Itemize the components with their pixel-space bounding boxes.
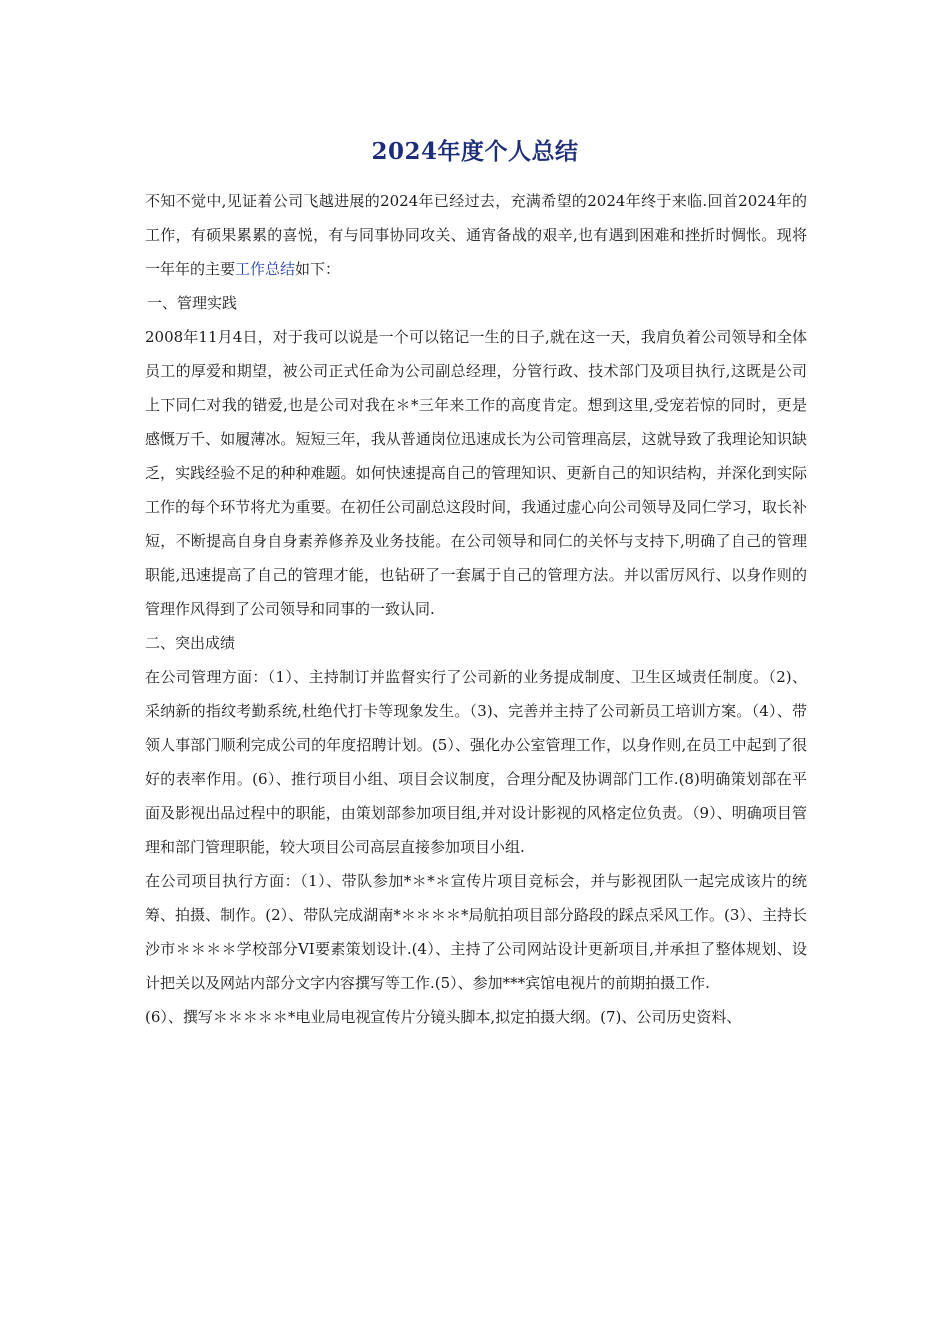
intro-paragraph <box>145 184 807 286</box>
page-title: 2024年度个人总结 <box>371 138 579 165</box>
continuation-paragraph: (6）、撰写＊＊＊＊＊*电业局电视宣传片分镜头脚本,拟定拍摄大纲。(7)、公司历史资料、 <box>145 1008 742 1026</box>
section-heading-achievements: 二、突出成绩 <box>145 634 236 652</box>
project-execution-paragraph: 在公司项目执行方面：（1）、带队参加*＊*＊宣传片项目竞标会，并与影视团队一起完成该片的统筹、拍摄、制作。(2）、带队完成湖南*＊＊＊＊*局航拍项目部分路段的踩点采风工作。(3）、主持长沙市＊＊＊＊学校部分VI要素策划设计.(4）、主持了公司网站设计更新项目,并承担了整体规划、设计把关以及网站内部分文字内容撰写等工作.(5）、参加***宾馆电视片的前期拍摄工作. <box>145 872 807 992</box>
document-body <box>145 184 807 1034</box>
section-heading-management-practice: 一、管理实践 <box>147 294 238 312</box>
intro-text-end: 如下： <box>295 260 341 278</box>
intro-text: 不知不觉中,见证着公司飞越进展的2024年已经过去，充满希望的2024年终于来临.回首2024年的工作，有硕果累累的喜悦，有与同事协同攻关、通宵备战的艰辛,也有遇到困难和挫折时惆怅。现将一年年的主要 <box>145 192 807 278</box>
management-practice-paragraph: 2008年11月4日，对于我可以说是一个可以铭记一生的日子,就在这一天，我肩负着公司领导和全体员工的厚爱和期望，被公司正式任命为公司副总经理，分管行政、技术部门及项目执行,这既是公司上下同仁对我的错爱,也是公司对我在＊*三年来工作的高度肯定。想到这里,受宠若惊的同时，更是感慨万千、如履薄冰。短短三年，我从普通岗位迅速成长为公司管理高层，这就导致了我理论知识缺乏，实践经验不足的种种难题。如何快速提高自己的管理知识、更新自己的知识结构，并深化到实际工作的每个环节将尤为重要。在初任公司副总这段时间，我通过虚心向公司领导及同仁学习，取长补短，不断提高自身自身素养修养及业务技能。在公司领导和同仁的关怀与支持下,明确了自己的管理职能,迅速提高了自己的管理才能，也钻研了一套属于自己的管理方法。并以雷厉风行、以身作则的管理作风得到了公司领导和同事的一致认同. <box>145 328 807 618</box>
work-summary-link[interactable]: 工作总结 <box>235 260 296 278</box>
company-management-paragraph: 在公司管理方面：（1）、主持制订并监督实行了公司新的业务提成制度、卫生区域责任制度。（2)、采纳新的指纹考勤系统,杜绝代打卡等现象发生。（3)、完善并主持了公司新员工培训方案。（4）、带领人事部门顺利完成公司的年度招聘计划。(5）、强化办公室管理工作，以身作则,在员工中起到了很好的表率作用。(6）、推行项目小组、项目会议制度，合理分配及协调部门工作.(8)明确策划部在平面及影视出品过程中的职能，由策划部参加项目组,并对设计影视的风格定位负责。（9）、明确项目管理和部门管理职能，较大项目公司高层直接参加项目小组. <box>145 668 807 856</box>
